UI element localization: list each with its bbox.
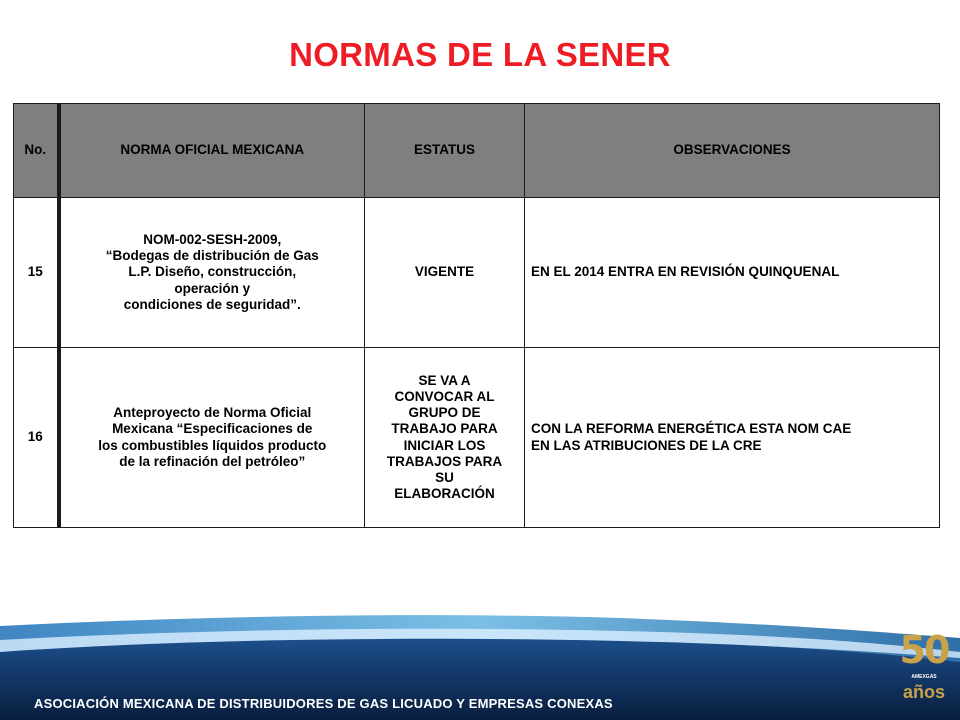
norma-cell (59, 348, 365, 528)
header-estatus: ESTATUS (365, 104, 525, 198)
norms-table (13, 103, 940, 528)
anniversary-logo (896, 630, 952, 710)
logo-subtitle: AMEXGAS (911, 674, 937, 680)
norma-cell (59, 198, 365, 348)
norma-line: “Bodegas de distribución de Gas (105, 248, 319, 264)
row-number: 15 (14, 198, 59, 348)
estatus-line: SE VA A (418, 372, 471, 388)
estatus-line: CONVOCAR AL (394, 388, 495, 404)
logo-word: años (902, 682, 945, 702)
observaciones-line: CON LA REFORMA ENERGÉTICA ESTA NOM CAE (531, 421, 852, 437)
observaciones-cell (525, 348, 940, 528)
row-number: 16 (14, 348, 59, 528)
estatus-line: ELABORACIÓN (394, 486, 495, 502)
footer-organization-name: ASOCIACIÓN MEXICANA DE DISTRIBUIDORES DE GAS LICUADO Y EMPRESAS CONEXAS (34, 696, 613, 711)
table-row (14, 198, 940, 348)
header-observaciones: OBSERVACIONES (525, 104, 940, 198)
table-row (14, 348, 940, 528)
observaciones-line: EN EL 2014 ENTRA EN REVISIÓN QUINQUENAL (531, 264, 840, 280)
observaciones-cell (525, 198, 940, 348)
estatus-line: TRABAJOS PARA (386, 453, 503, 469)
norma-line: condiciones de seguridad”. (123, 296, 301, 312)
page-title: NORMAS DE LA SENER (289, 36, 671, 73)
observaciones-line: EN LAS ATRIBUCIONES DE LA CRE (531, 437, 762, 453)
norma-line: NOM-002-SESH-2009, (143, 232, 282, 248)
table-header-row (14, 104, 940, 198)
norma-line: operación y (174, 280, 251, 296)
norma-line: de la refinación del petróleo” (119, 453, 306, 469)
norma-line: L.P. Diseño, construcción, (128, 264, 297, 280)
estatus-line: TRABAJO PARA (391, 421, 498, 437)
estatus-line: SU (435, 469, 454, 485)
norma-line: los combustibles líquidos producto (98, 437, 327, 453)
norma-line: Anteproyecto de Norma Oficial (113, 405, 312, 421)
footer-banner (0, 612, 960, 720)
estatus-line: VIGENTE (414, 264, 475, 280)
estatus-line: INICIAR LOS (403, 437, 486, 453)
header-norma: NORMA OFICIAL MEXICANA (59, 104, 365, 198)
estatus-cell (365, 198, 525, 348)
estatus-cell (365, 348, 525, 528)
header-no: No. (14, 104, 59, 198)
norma-line: Mexicana “Especificaciones de (112, 421, 313, 437)
estatus-line: GRUPO DE (408, 405, 481, 421)
logo-number: 50 (899, 628, 949, 672)
